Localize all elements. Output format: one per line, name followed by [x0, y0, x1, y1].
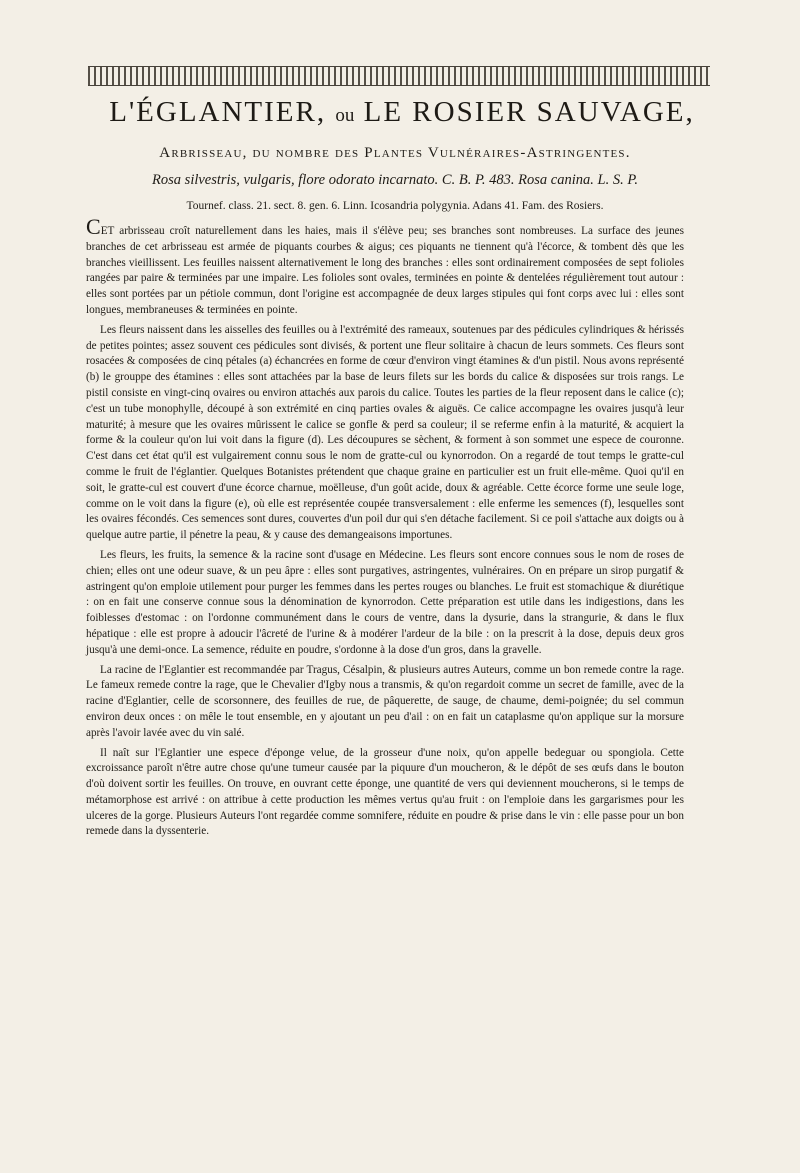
subtitle: Arbrisseau, du nombre des Plantes Vulnéraires-Astringentes. [159, 145, 631, 161]
paragraph-1: CET arbrisseau croît naturellement dans les haies, mais il s'élève peu; ses branches sont nombreuses. La surface des jeunes branches de cet arbrisseau est armée de piquants courbes & aigus; ces piquants ne tiennent qu'à l'écorce, & tombent dès que les branches vieillissent. Les feuilles naissent alternativement le long des branches : elles sont ordinairement composées de sept folioles rangées par paire & terminées par une impaire. Les folioles sont ovales, terminées en pointe & dentelées régulièrement tout autour : elles sont portées par un pétiole commun, dont l'origine est accompagnée de deux larges stipules qui font corps avec lui : elles sont longues, membraneuses & terminées en pointe. [86, 214, 684, 316]
title-main: L'ÉGLANTIER, [109, 96, 327, 128]
drop-cap: C [86, 214, 101, 239]
classification-line: Tournef. class. 21. sect. 8. gen. 6. Linn. Icosandria polygynia. Adans 41. Fam. des Rosiers. [186, 200, 604, 212]
body-text [86, 214, 684, 844]
decorative-border [88, 66, 710, 86]
paragraph-4: La racine de l'Eglantier est recommandée par Tragus, Césalpin, & plusieurs autres Auteurs, comme un bon remede contre la rage. Le fameux remede contre la rage, que le Chevalier d'Igby nous a transmis, & qu'on regardoit comme un secret de famille, avec de la racine d'Eglantier, celle de scorsonnere, des feuilles de rue, de pâquerette, de sauge, de chaume, demi-poignée; du sel commun environ deux onces : on mêle le tout ensemble, en y ajoutant un peu d'ail : on en fait un cataplasme qu'on applique sur la morsure après l'avoir lavée avec du vin salé. [86, 663, 684, 739]
paragraph-2: Les fleurs naissent dans les aisselles des feuilles ou à l'extrémité des rameaux, soutenues par des pédicules cylindriques & hérissés de petites pointes; assez souvent ces pédicules sont divisés, & portent une fleur solitaire à chacun de leurs sommets. Ces fleurs sont rosacées & composées de cinq pétales (a) échancrées en forme de cœur d'environ vingt étamines & d'un pistil. Nous avons représenté (b) le grouppe des étamines : elles sont attachées par la base de leurs filets sur les bords du calice & disposées sur trois rangs. Le pistil consiste en vingt-cinq ovaires ou environ attachés aux parois du calice. Toutes les parties de la fleur reposent dans le calice (c); c'est un tube monophylle, découpé à son extrémité en cinq parties ovales & aiguës. Ce calice accompagne les ovaires jusqu'à leur maturité; à mesure que les ovaires mûrissent le calice se gonfle & perd sa couleur; il se referme enfin à la maturité, & acquiert la forme & la couleur qu'on lui voit dans la figure (d). Les découpures se sèchent, & forment à son sommet une espece de couronne. C'est dans cet état qu'il est vulgairement connu sous le nom de gratte-cul ou kynorrodon. On a regardé de tout temps le gratte-cul comme le fruit de l'églantier. Quelques Botanistes prétendent que chaque graine en particulier est un fruit elle-même. Quoi qu'il en soit, le gratte-cul est couvert d'une écorce charnue, moëlleuse, d'un goût acide, doux & agréable. Cette écorce forme une seule loge, comme on le voit dans la figure (e), où elle est représentée coupée transversalement : elle enferme les semences (f), lesquelles sont les ovaires fécondés. Ces semences sont dures, couvertes d'un poil dur qui s'en détache facilement. Si ce poil s'attache aux doigts ou à quelque autre partie, il pénetre la peau, & y cause des demangeaisons importunes. [86, 323, 684, 542]
title-ou: ou [335, 105, 355, 126]
paragraph-5: Il naît sur l'Eglantier une espece d'éponge velue, de la grosseur d'une noix, qu'on appelle bedeguar ou spongiola. Cette excroissance paroît n'être autre chose qu'une tumeur causée par la piquure d'un moucheron, & le dépôt de ses œufs dans le bouton d'où doivent sortir les feuilles. On trouve, en ouvrant cette éponge, une quantité de vers qui deviennent moucherons, si le temps de métamorphose est arrivé : on attribue à cette production les mêmes vertus qu'au fruit : on l'emploie dans les gargarismes pour les ulceres de la gorge. Plusieurs Auteurs l'ont regardée comme somnifere, réduite en poudre & prise dans le vin : elle passe pour un bon remede dans la dyssenterie. [86, 746, 684, 838]
page-title [82, 96, 722, 129]
title-rest: LE ROSIER SAUVAGE, [363, 96, 695, 128]
paragraph-3: Les fleurs, les fruits, la semence & la racine sont d'usage en Médecine. Les fleurs sont encore connues sous le nom de roses de chien; elles ont une odeur suave, & un peu âpre : elles sont purgatives, astringentes, vulnéraires. On en prépare un sirop purgatif & astringent qu'on emploie utilement pour purger les femmes dans les pertes rouges ou blanches. Le fruit est stomachique & diurétique : on en fait une conserve connue sous la dénomination de kynorrodon. Cette préparation est utile dans les indigestions, dans les foiblesses d'estomac : on l'ordonne communément dans le cours de ventre, dans la dysurie, dans la strangurie, & dans le flux hépatique : elle est propre à adoucir l'âcreté de l'urine & à modérer l'ardeur de la bile : on la prescrit à la dose, depuis deux gros jusqu'à une demi-once. La semence, réduite en poudre, s'ordonne à la dose d'un gros, dans la gravelle. [86, 548, 684, 656]
synonym-line: Rosa silvestris, vulgaris, flore odorato incarnato. C. B. P. 483. Rosa canina. L. S. P. [152, 172, 638, 188]
